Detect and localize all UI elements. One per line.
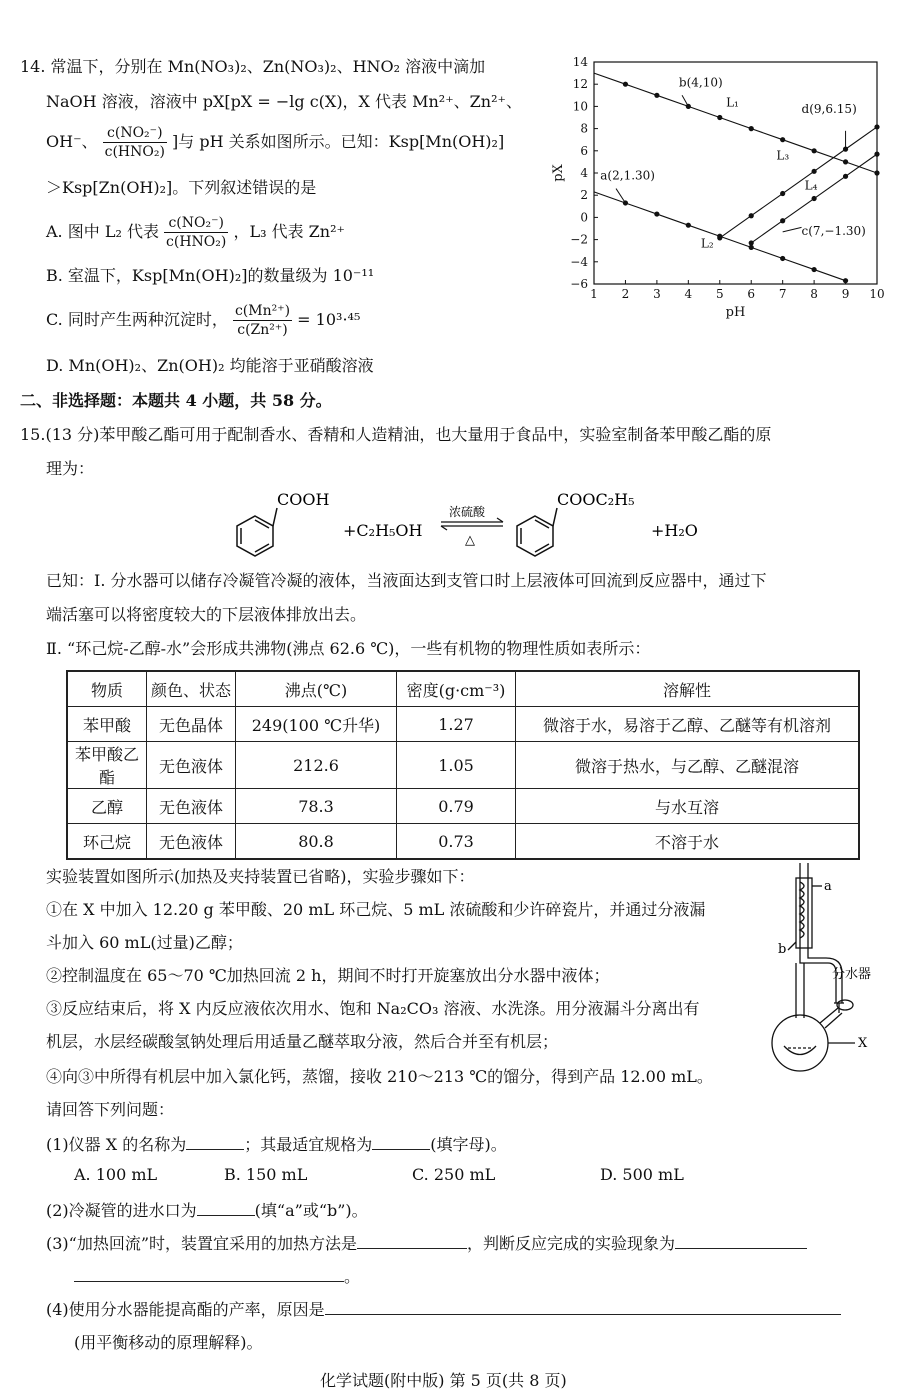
step-2: ②控制温度在 65～70 ℃加热回流 2 h，期间不时打开旋塞放出分水器中液体；: [46, 966, 610, 985]
step-1b: 斗加入 60 mL(过量)乙醇；: [46, 933, 243, 952]
data-point: [874, 152, 879, 157]
x-tick-label: 8: [810, 287, 818, 301]
table-cell: 无色液体: [147, 742, 236, 789]
y-tick-label: −2: [570, 232, 588, 247]
q14-line4: ＞Ksp[Zn(OH)₂]。下列叙述错误的是: [46, 178, 317, 197]
series-label: L₃: [776, 148, 790, 163]
data-point: [780, 191, 785, 196]
part-3-cont: [74, 1264, 360, 1287]
series-line: [720, 127, 877, 238]
data-point: [812, 148, 817, 153]
part-1-option-b: B. 150 mL: [224, 1165, 308, 1184]
q14-line3: [46, 124, 504, 161]
answer-blank[interactable]: [186, 1133, 244, 1150]
part-1-option-a: A. 100 mL: [74, 1165, 158, 1184]
q14-option-c: [46, 302, 360, 339]
table-header: 密度(g·cm⁻³): [397, 671, 516, 707]
table-cell: 环己烷: [67, 824, 147, 860]
series-label: L₁: [726, 95, 739, 110]
setup-text: 实验装置如图所示(加热及夹持装置已省略)，实验步骤如下：: [46, 867, 475, 886]
table-cell: 80.8: [236, 824, 397, 860]
y-tick-label: 0: [580, 210, 588, 225]
table-cell: 乙醇: [67, 789, 147, 824]
fraction-denominator: c(HNO₂): [166, 234, 227, 250]
x-tick-label: 5: [715, 287, 724, 301]
data-point: [686, 104, 691, 109]
point-annotation: b(4,10): [678, 75, 723, 90]
reaction-equation: [225, 488, 725, 568]
table-cell: 不溶于水: [516, 824, 860, 860]
q14-line1: 14. 常温下，分别在 Mn(NO₃)₂、Zn(NO₃)₂、HNO₂ 溶液中滴加: [20, 57, 486, 76]
data-point: [874, 170, 879, 175]
data-point: [780, 256, 785, 261]
fraction-denominator: c(HNO₂): [104, 144, 165, 160]
table-cell: 1.05: [397, 742, 516, 789]
q14-line3-pre: OH⁻、: [46, 132, 98, 151]
label-separator: 分水器: [832, 967, 872, 982]
data-point: [623, 200, 628, 205]
table-cell: 249(100 ℃升华): [236, 707, 397, 742]
table-header-row: [67, 671, 859, 707]
q15-intro-line1: 15.(13 分)苯甲酸乙酯可用于配制香水、香精和人造精油，也大量用于食品中，实验室制备苯甲酸乙酯的原: [20, 425, 772, 444]
table-header: 物质: [67, 671, 147, 707]
table-cell: 微溶于热水，与乙醇、乙醚混溶: [516, 742, 860, 789]
benzene-ring-reactant: [237, 508, 277, 556]
step-3a: ③反应结束后，将 X 内反应液依次用水、饱和 Na₂CO₃ 溶液、水洗涤。用分液漏斗分离出有: [46, 999, 700, 1018]
part-2-pre: (2)冷凝管的进水口为: [46, 1201, 197, 1220]
q14-option-d: D. Mn(OH)₂、Zn(OH)₂ 均能溶于亚硝酸溶液: [46, 356, 374, 375]
ratio-fraction: [103, 124, 167, 161]
part-1-option-d: D. 500 mL: [600, 1165, 684, 1184]
data-point: [843, 159, 848, 164]
table-header: 颜色、状态: [147, 671, 236, 707]
option-c-post: = 10³·⁴⁵: [297, 310, 361, 329]
part-4-note: (用平衡移动的原理解释)。: [74, 1333, 263, 1352]
label-b: b: [778, 942, 787, 957]
data-point: [749, 213, 754, 218]
option-a-fraction: [164, 214, 228, 251]
data-point: [749, 126, 754, 131]
series-label: L₄: [804, 178, 818, 193]
data-point: [749, 245, 754, 250]
table-cell: 微溶于水，易溶于乙醇、乙醚等有机溶剂: [516, 707, 860, 742]
table-row: [67, 824, 859, 860]
option-c-pre: C. 同时产生两种沉淀时，: [46, 310, 228, 329]
q14-option-b: B. 室温下，Ksp[Mn(OH)₂]的数量级为 10⁻¹¹: [46, 266, 375, 285]
answer-blank[interactable]: [372, 1133, 430, 1150]
option-c-fraction: [233, 302, 292, 339]
part-4-pre: (4)使用分水器能提高酯的产率，原因是: [46, 1300, 325, 1319]
table-cell: 苯甲酸乙酯: [67, 742, 147, 789]
y-tick-label: 8: [580, 121, 588, 136]
data-point: [843, 278, 848, 283]
series-line: [594, 73, 877, 173]
page-footer: 化学试题(附中版) 第 5 页(共 8 页): [320, 1371, 567, 1390]
option-a-pre: A. 图中 L₂ 代表: [46, 222, 159, 241]
properties-table: [66, 670, 860, 860]
table-cell: 212.6: [236, 742, 397, 789]
table-cell: 与水互溶: [516, 789, 860, 824]
section-heading: 二、非选择题：本题共 4 小题，共 58 分。: [20, 391, 332, 410]
equilibrium-arrows: [441, 518, 503, 530]
step-1a: ①在 X 中加入 12.20 g 苯甲酸、20 mL 环己烷、5 mL 浓硫酸和少许碎瓷片，并通过分液漏: [46, 900, 706, 919]
option-a-post: ，L₃ 代表 Zn²⁺: [233, 222, 345, 241]
known-1b: 端活塞可以将密度较大的下层液体排放出去。: [46, 605, 367, 624]
fraction-denominator: c(Zn²⁺): [237, 322, 288, 338]
part-1-mid: ；其最适宜规格为: [244, 1135, 373, 1154]
y-tick-label: 2: [580, 188, 588, 203]
heat-symbol: △: [465, 533, 475, 548]
annotation-arrow: [783, 227, 802, 231]
x-tick-label: 1: [590, 287, 598, 301]
answer-blank[interactable]: [74, 1265, 344, 1282]
part-2: [46, 1198, 368, 1221]
part-3: [46, 1231, 807, 1254]
point-annotation: a(2,1.30): [600, 168, 655, 183]
table-cell: 1.27: [397, 707, 516, 742]
x-tick-label: 4: [684, 287, 693, 301]
part-1: [46, 1132, 507, 1155]
table-header: 溶解性: [516, 671, 860, 707]
y-tick-label: 14: [572, 55, 588, 69]
fraction-numerator: c(Mn²⁺): [234, 303, 291, 319]
step-3b: 机层，水层经碳酸氢钠处理后用适量乙醚萃取分液，然后合并至有机层；: [46, 1032, 559, 1051]
answer-blank[interactable]: [325, 1298, 841, 1315]
data-point: [654, 211, 659, 216]
q14-option-a: [46, 214, 345, 251]
part-4: [46, 1297, 841, 1320]
table-cell: 无色液体: [147, 824, 236, 860]
data-point: [874, 124, 879, 129]
part-1-option-c: C. 250 mL: [412, 1165, 496, 1184]
step-4: ④向③中所得有机层中加入氯化钙，蒸馏，接收 210～213 ℃的馏分，得到产品 12.00 mL。: [46, 1067, 713, 1086]
table-cell: 0.79: [397, 789, 516, 824]
fraction-numerator: c(NO₂⁻): [164, 214, 228, 233]
apparatus-diagram: [770, 858, 895, 1078]
data-point: [843, 174, 848, 179]
table-header: 沸点(℃): [236, 671, 397, 707]
x-axis-label: pH: [725, 305, 746, 320]
y-tick-label: −4: [570, 254, 588, 269]
data-point: [780, 137, 785, 142]
table-row: [67, 707, 859, 742]
data-point: [717, 115, 722, 120]
known-1a: 已知：Ⅰ. 分水器可以储存冷凝管冷凝的液体，当液面达到支管口时上层液体可回流到反应器中，通过下: [46, 571, 767, 590]
label-x: X: [858, 1036, 868, 1051]
data-point: [717, 235, 722, 240]
table-row: [67, 742, 859, 789]
part-3-pre: (3)“加热回流”时，装置宜采用的加热方法是: [46, 1234, 358, 1253]
q14-line3-post: ]与 pH 关系如图所示。已知：Ksp[Mn(OH)₂]: [172, 132, 505, 151]
y-tick-label: −6: [570, 277, 588, 291]
x-tick-label: 6: [747, 287, 756, 301]
data-point: [780, 218, 785, 223]
point-annotation: d(9,6.15): [801, 102, 857, 117]
x-tick-label: 10: [869, 287, 885, 301]
q14-line2: NaOH 溶液，溶液中 pX[pX = −lg c(X)，X 代表 Mn²⁺、Zn²⁺、: [46, 92, 522, 111]
data-point: [654, 93, 659, 98]
part-3-mid: ，判断反应完成的实验现象为: [467, 1234, 676, 1253]
x-tick-label: 7: [778, 287, 787, 301]
part-1-pre: (1)仪器 X 的名称为: [46, 1135, 187, 1154]
table-cell: 78.3: [236, 789, 397, 824]
table-cell: 0.73: [397, 824, 516, 860]
y-tick-label: 10: [572, 99, 588, 114]
y-tick-label: 12: [572, 77, 588, 92]
part-2-post: (填“a”或“b”)。: [254, 1201, 368, 1220]
catalyst-text: 浓硫酸: [449, 505, 486, 519]
data-point: [812, 196, 817, 201]
y-tick-label: 6: [580, 143, 588, 158]
data-point: [812, 169, 817, 174]
data-point: [812, 267, 817, 272]
part-1-post: (填字母)。: [430, 1135, 507, 1154]
data-point: [623, 82, 628, 87]
table-cell: 无色晶体: [147, 707, 236, 742]
reagent-text: +C₂H₅OH: [343, 521, 423, 540]
table-cell: 无色液体: [147, 789, 236, 824]
answer-blank[interactable]: [675, 1232, 807, 1249]
q15-intro-line2: 理为：: [46, 459, 95, 478]
label-a: a: [824, 879, 832, 894]
fraction-numerator: c(NO₂⁻): [103, 124, 167, 143]
product-group: COOC₂H₅: [557, 490, 635, 509]
known-2: Ⅱ. “环己烷-乙醇-水”会形成共沸物(沸点 62.6 ℃)，一些有机物的物理性质如表所示：: [46, 639, 651, 658]
table-row: [67, 789, 859, 824]
y-axis-label: pX: [551, 164, 566, 182]
x-tick-label: 9: [841, 287, 850, 301]
series-label: L₂: [700, 236, 714, 251]
data-point: [749, 240, 754, 245]
table-cell: 苯甲酸: [67, 707, 147, 742]
reactant-group: COOH: [277, 490, 330, 509]
point-annotation: c(7,−1.30): [801, 224, 866, 239]
benzene-ring-product: [517, 508, 557, 556]
x-tick-label: 2: [621, 287, 630, 301]
answer-blank[interactable]: [357, 1232, 467, 1249]
ph-px-chart: [548, 46, 892, 336]
answer-blank[interactable]: [197, 1199, 255, 1216]
x-tick-label: 3: [653, 287, 661, 301]
y-tick-label: 4: [580, 166, 588, 180]
part-3-end: 。: [344, 1267, 361, 1286]
data-point: [686, 223, 691, 228]
ask-text: 请回答下列问题：: [46, 1100, 175, 1119]
water-product: +H₂O: [651, 521, 698, 540]
